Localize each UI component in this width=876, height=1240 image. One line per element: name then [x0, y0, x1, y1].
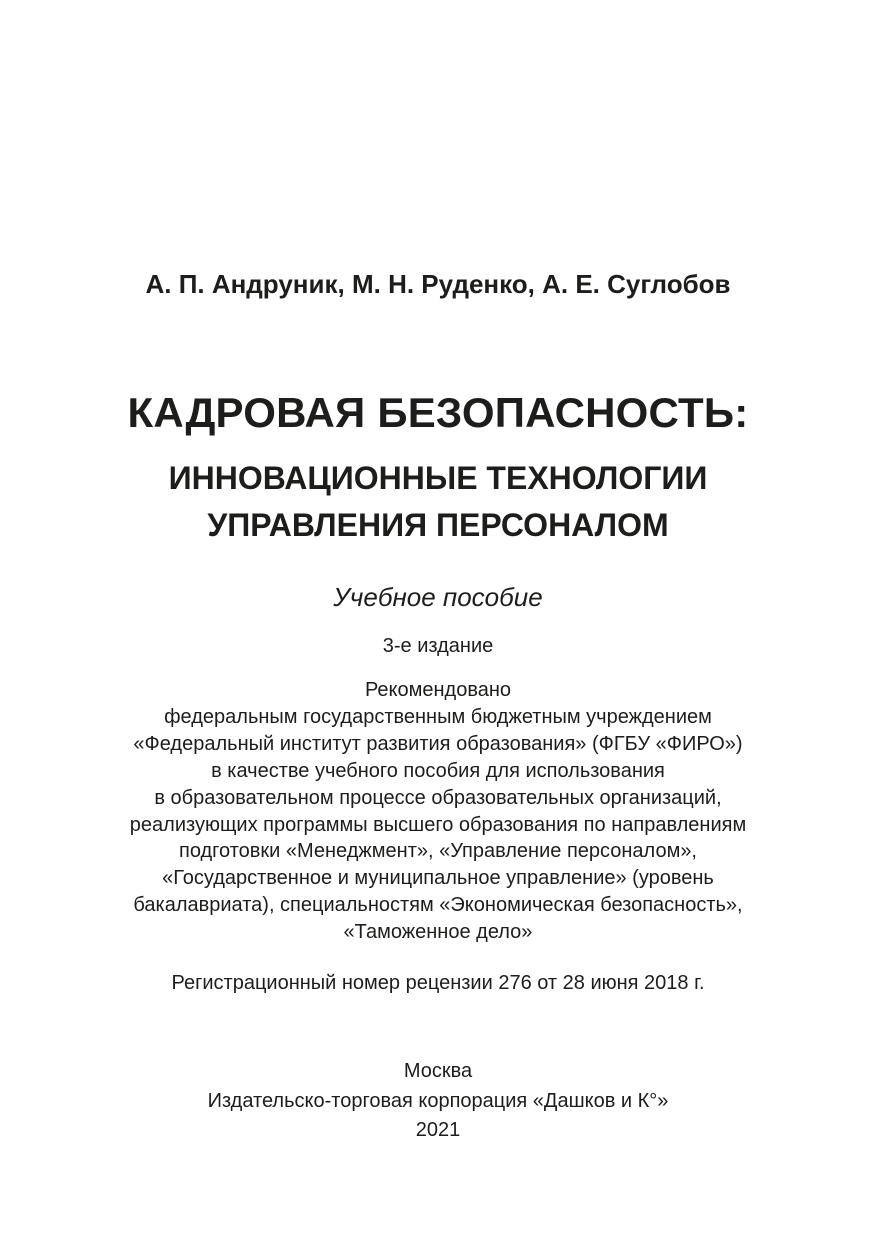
imprint-publisher: Издательско-торговая корпорация «Дашков и К°»: [207, 1090, 669, 1112]
recommendation-line: «Федеральный институт развития образования» (ФГБУ «ФИРО»): [133, 732, 743, 755]
recommendation-line: бакалавриата), специальностям «Экономическая безопасность»,: [133, 894, 743, 917]
review-registration-number: Регистрационный номер рецензии 276 от 28 июня 2018 г.: [171, 972, 705, 994]
recommendation-line: «Государственное и муниципальное управление» (уровень: [162, 867, 714, 890]
recommendation-line: реализующих программы высшего образования по направлениям: [129, 813, 747, 836]
edition-label: 3-е издание: [382, 635, 494, 657]
book-title: КАДРОВАЯ БЕЗОПАСНОСТЬ:: [127, 389, 749, 436]
recommendation-line: «Таможенное дело»: [343, 921, 533, 944]
recommendation-line: Рекомендовано: [364, 679, 512, 701]
recommendation-line: в качестве учебного пособия для использования: [211, 759, 665, 782]
recommendation-line: федеральным государственным бюджетным учреждением: [164, 705, 712, 728]
imprint-year: 2021: [415, 1119, 461, 1141]
book-subtitle-line-1: ИННОВАЦИОННЫЕ ТЕХНОЛОГИИ: [168, 460, 708, 496]
book-subtitle-line-2: УПРАВЛЕНИЯ ПЕРСОНАЛОМ: [207, 507, 669, 543]
recommendation-line: подготовки «Менеджмент», «Управление персоналом»,: [178, 840, 697, 863]
document-type: Учебное пособие: [333, 582, 543, 612]
recommendation-line: в образовательном процессе образовательных организаций,: [154, 786, 722, 809]
book-authors: А. П. Андруник, М. Н. Руденко, А. Е. Суглобов: [145, 269, 731, 299]
imprint-city: Москва: [403, 1060, 473, 1082]
recommendation-block: [0, 677, 876, 946]
